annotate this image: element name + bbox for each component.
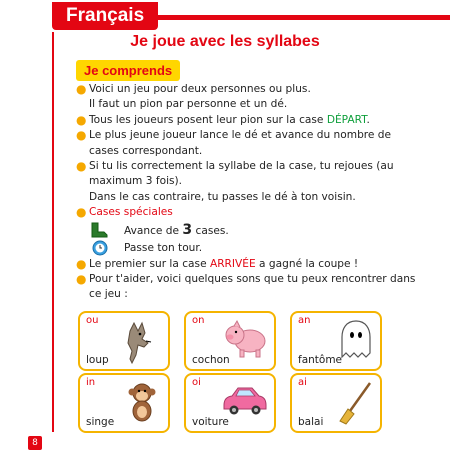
rule-text: Si tu lis correctement la syllabe de la case, tu rejoues (au maximum 3 fois). [89, 160, 394, 188]
arrivee-keyword: ARRIVÉE [209, 257, 256, 270]
word-label: loup [86, 354, 109, 366]
rule-text: Le premier sur la case [89, 257, 210, 270]
sound-cards-grid [78, 311, 378, 431]
rule-text: Le plus jeune joueur lance le dé et avance du nombre de cases correspondant. [89, 129, 392, 157]
special-case-row [76, 221, 421, 239]
rule-text: a gagné la coupe ! [255, 257, 359, 270]
car-icon [220, 379, 270, 419]
special-text: cases. [192, 224, 229, 237]
special-cases-title: Cases spéciales [89, 206, 173, 219]
bullet-icon: ● [76, 256, 87, 271]
bullet-icon: ● [76, 82, 87, 96]
sound-label: in [86, 377, 96, 388]
sound-card [78, 311, 170, 371]
rule-item [76, 159, 421, 205]
header-rule [150, 15, 450, 20]
special-case-row [76, 239, 421, 257]
rule-text: Il faut un pion par personne et un dé. [89, 98, 288, 111]
bullet-icon: ● [76, 128, 87, 143]
special-text: Avance de [124, 224, 183, 237]
rule-item [76, 82, 421, 113]
rule-text: . [366, 113, 370, 126]
sound-card [78, 373, 170, 433]
bullet-icon: ● [76, 112, 87, 127]
sound-card [290, 373, 382, 433]
word-label: voiture [192, 416, 229, 428]
rule-item [76, 205, 421, 220]
sound-label: an [298, 315, 311, 326]
word-label: cochon [192, 354, 230, 366]
rule-item [76, 257, 421, 272]
sound-card [184, 311, 276, 371]
boots-icon [89, 222, 111, 238]
broom-icon [336, 379, 376, 427]
word-label: balai [298, 416, 324, 428]
sound-card [184, 373, 276, 433]
word-label: fantôme [298, 354, 343, 366]
special-text: Passe ton tour. [124, 241, 203, 254]
sound-label: ai [298, 377, 307, 388]
bullet-icon: ● [76, 205, 87, 220]
sound-label: on [192, 315, 205, 326]
rule-item [76, 272, 421, 303]
bullet-icon: ● [76, 159, 87, 174]
monkey-icon [120, 379, 164, 427]
rule-item [76, 113, 421, 128]
left-margin-rule [52, 32, 54, 432]
pig-icon [222, 317, 270, 361]
sound-card [290, 311, 382, 371]
page-number: 8 [28, 436, 42, 450]
subject-tab: Français [52, 2, 158, 30]
clock-icon [89, 240, 111, 256]
rule-text: Voici un jeu pour deux personnes ou plus. [89, 83, 311, 95]
page-title: Je joue avec les syllabes [130, 33, 320, 50]
sound-label: ou [86, 315, 99, 326]
depart-keyword: DÉPART [326, 113, 367, 126]
rule-item [76, 128, 421, 159]
word-label: singe [86, 416, 115, 428]
rules-list [76, 82, 421, 303]
wolf-icon [120, 317, 164, 365]
rule-text: Dans le cas contraire, tu passes le dé à ton voisin. [89, 190, 356, 203]
sound-label: oi [192, 377, 201, 388]
section-title: Je comprends [76, 60, 180, 81]
special-number: 3 [182, 221, 193, 238]
ghost-icon [336, 317, 376, 365]
rule-text: Pour t'aider, voici quelques sons que tu peux rencontrer dans ce jeu : [89, 273, 416, 301]
rule-text: Tous les joueurs posent leur pion sur la case [89, 113, 327, 126]
bullet-icon: ● [76, 272, 87, 287]
